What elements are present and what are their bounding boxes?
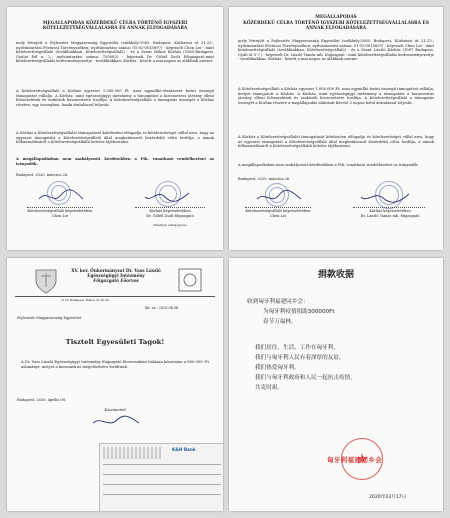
signatory-role-left: Kötelezettségvállaló képviseletében: [245, 209, 311, 213]
agreement-title: KÖZÉRDEKŰ CÉLRA TÖRTÉNŐ IGYSZERI KÖTELEZETTSÉGVÁLLALÁSRA ÉS ANNAK ELFOGADÁSÁRA: [243, 21, 429, 32]
receipt-line-2: 为匈牙利疫情捐助300000Ft: [263, 309, 335, 315]
signature-line-left: [245, 207, 311, 208]
institution-name-line2: Egészségügyi Intézmény: [87, 273, 145, 278]
receipt-line-6: 我们热爱匈牙利，: [255, 365, 300, 371]
receipt-line-7: 我们与匈牙利政府和人民一起抗击疫情，: [255, 375, 356, 381]
coat-of-arms-icon: [33, 267, 59, 295]
signature-right: [143, 187, 193, 205]
agreement-intro: mely létrejött a Fejlesztés Magyarország Egyesület (székhely:1065. Budapest, Körhatszi út 21-23.; nyilvántartási Fővárosi Törvényszéken; nyilvántartási száma: 01-02-0015697) - képviseli Chen Lei - mint kötelezettségvállaló (továbbiakban: Kötelezettségvállaló) - és a Szent Rókus Kórház (1085.Budapest, Gyulai Pál u. 2.; nyilvántartási száma: 750082) - képviseli Dr. Göbél Zsolt Főigazgató,mint kötelezettségvállalás kedvezményezettje - továbbiakban: Kórház - között a mai napon az alábbiak szerint:: [16, 41, 214, 64]
receipt-title: 捐款收据: [317, 270, 354, 280]
bank-name: K&H Bank: [172, 447, 196, 452]
agreement-paragraph-1: A Kötelezettségvállaló a Kórház egyszeri 1.000.000 Ft, azaz egymillió forint összegű támogatást vállalja, melyet támogatott a Kórház. A Kórház, mint egészségügyi intézmény a támogatást a koronavírus járvány elleni felszerelések és eszközök beszerzésére fordítja. A Kötelezettségvállaló a támogatás összegét a Kórház részére a megállapodás aláírását követő 3 napon belül átutalással teljesíti.: [238, 87, 434, 105]
agreement-paragraph-1: A Kötelezettségvállaló a Kórház egyszeri 1.500.000 Ft, azaz egymillió-ötszázezer forint összegű támogatást vállalja. A Kórház, mint egészségügyi intézmény a támogatást a koronavírus járvány elleni felszerelések és eszközök beszerzésére fordítja. A Kötelezettségvállaló a támogatás összegét a Kórház részére, egy összegben, banki átutalással teljesíti.: [16, 89, 214, 107]
agreement-document-laszlo: [229, 7, 443, 250]
receipt-line-3: 春节万福林。: [263, 319, 297, 325]
agreement-title: MEGÁLLAPODÁS KÖZÉRDEKŰ CÉLRA TÖRTÉNŐ IGYSZERI KÖTELEZETTSÉGVÁLLALÁSRA ÉS ANNAK ELFOGADÁSÁRA: [42, 21, 188, 32]
agreement-paragraph-2: A Kórház a Kötelezettségvállalói támogatását kötelezően elfogadja és kötelezettséget vállal arra, hogy az egyszeri támogatást a Kötelezettségvállaló által meghatározott közérdekű célra fordítja, a annak felhasználásáról a Kötelezettségvállalót köteles tájékoztatni.: [238, 135, 434, 149]
organization-name: 匈牙利福建同乡会: [327, 456, 383, 464]
signature-left: [255, 189, 305, 205]
signature-left: [37, 187, 87, 205]
agreement-document-rokus: [7, 7, 223, 250]
bank-transfer-slip: [99, 443, 223, 511]
agreement-paragraph-2: A Kórház a Kötelezettségvállalói támogatását kötelezően elfogadja és kötelezettséget vállal arra, hogy az egyszeri támogatást a Kötelezettségvállaló által meghatározott közérdekű célra fordítja, a annak felhasználásáról a Kötelezettségvállalót köteles tájékoztatni.: [16, 131, 214, 145]
agreement-title-top: MEGÁLLAPODÁS: [315, 15, 357, 20]
salutation: Tisztelt Egyesületi Tagok!: [65, 338, 165, 346]
agreement-paragraph-3: A megállapodásban nem szabályozott kérdésekben a Ptk. vonatkozó rendelkezései az irányadók.: [238, 163, 419, 167]
signature-line-right: [135, 207, 205, 208]
institution-name-line1: XV. ker. Önkormányzat Dr. Vass László: [71, 268, 161, 273]
receipt-line-1: 收到匈牙利福建同乡会：: [247, 299, 309, 305]
certification-logo-icon: [177, 267, 203, 293]
receipt-line-4: 我们居住、生活、工作在匈牙利，: [255, 345, 339, 351]
letter-date: Budapest, 2020. április 08.: [17, 398, 67, 402]
letter-body: A Dr. Vass László Egészségügyi Intézmény főigazgató főorvosaként hálásan köszönöm a 800.000.-Ft adományt, melyet a koronavírus megelőzésére fordítunk.: [21, 360, 209, 369]
signatory-role-right: Kórház képviseletében: [369, 209, 411, 213]
institution-name-line3: Főigazgató Főorvos: [93, 278, 139, 283]
agreement-intro: mely létrejött a Fejlesztés Magyarország Egyesület (székhely:1065. Budapest, Körhatszi út 21-23.; nyilvántartási Fővárosi Törvényszéken; nyilvántartási száma: 01-02-0015697) - képviseli Chen Lei - mint kötelezettségvállaló (továbbiakban: Kötelezettségvállaló) - és a Szent László Kórház (1097 Budapest, Gyáli út 5-7.) - képviseli Dr. László Tamás mb. főigazgató - mint kötelezettségvállalás kedvezményezettje - továbbiakban: Kórház - között a mai napon az alábbiak szerint:: [238, 39, 434, 62]
receipt-line-8: 共克时艰。: [255, 385, 283, 391]
closing: Köszönettel: [104, 408, 126, 412]
signatory-name-left: Chen Lei: [51, 214, 69, 218]
financial-countersign: Pénzügyi ellenjegyzés: [153, 223, 187, 227]
agreement-date: Budapest, 2020. március 26.: [16, 173, 69, 177]
signature-line-right: [353, 207, 425, 208]
signature: [91, 414, 141, 428]
signature-right: [359, 189, 413, 205]
institution-address: 1152 Budapest, Rákos út 20-26.: [61, 298, 110, 302]
signatory-name-right: Dr. László Tamás mb. főigazgató: [360, 214, 420, 218]
signature-line-left: [27, 207, 93, 208]
signatory-role-right: Kórház képviseletében: [149, 209, 191, 213]
signatory-name-right: Dr. Göbél Zsolt főigazgató: [146, 214, 194, 218]
signatory-name-left: Chen Lei: [269, 214, 287, 218]
receipt-date: 2020年03月17日: [369, 495, 407, 500]
signatory-role-left: Kötelezettségvállaló képviseletében: [27, 209, 93, 213]
recipient: Fejlesztés Magyarország Egyesület: [17, 316, 82, 320]
reference-number: Ikt. sz.: 2020.04.08.: [145, 306, 180, 310]
receipt-line-5: 我们与匈牙利人民有着深厚的友谊，: [255, 355, 345, 361]
thank-you-letter: [7, 258, 223, 511]
donation-receipt: [229, 258, 443, 511]
agreement-paragraph-3: A megállapodásban nem szabályozott kérdésekben a Ptk. vonatkozó rendelkezései az irányadók.: [16, 157, 214, 166]
header-divider: [15, 296, 215, 297]
agreement-date: Budapest, 2020. március 26.: [238, 177, 291, 181]
